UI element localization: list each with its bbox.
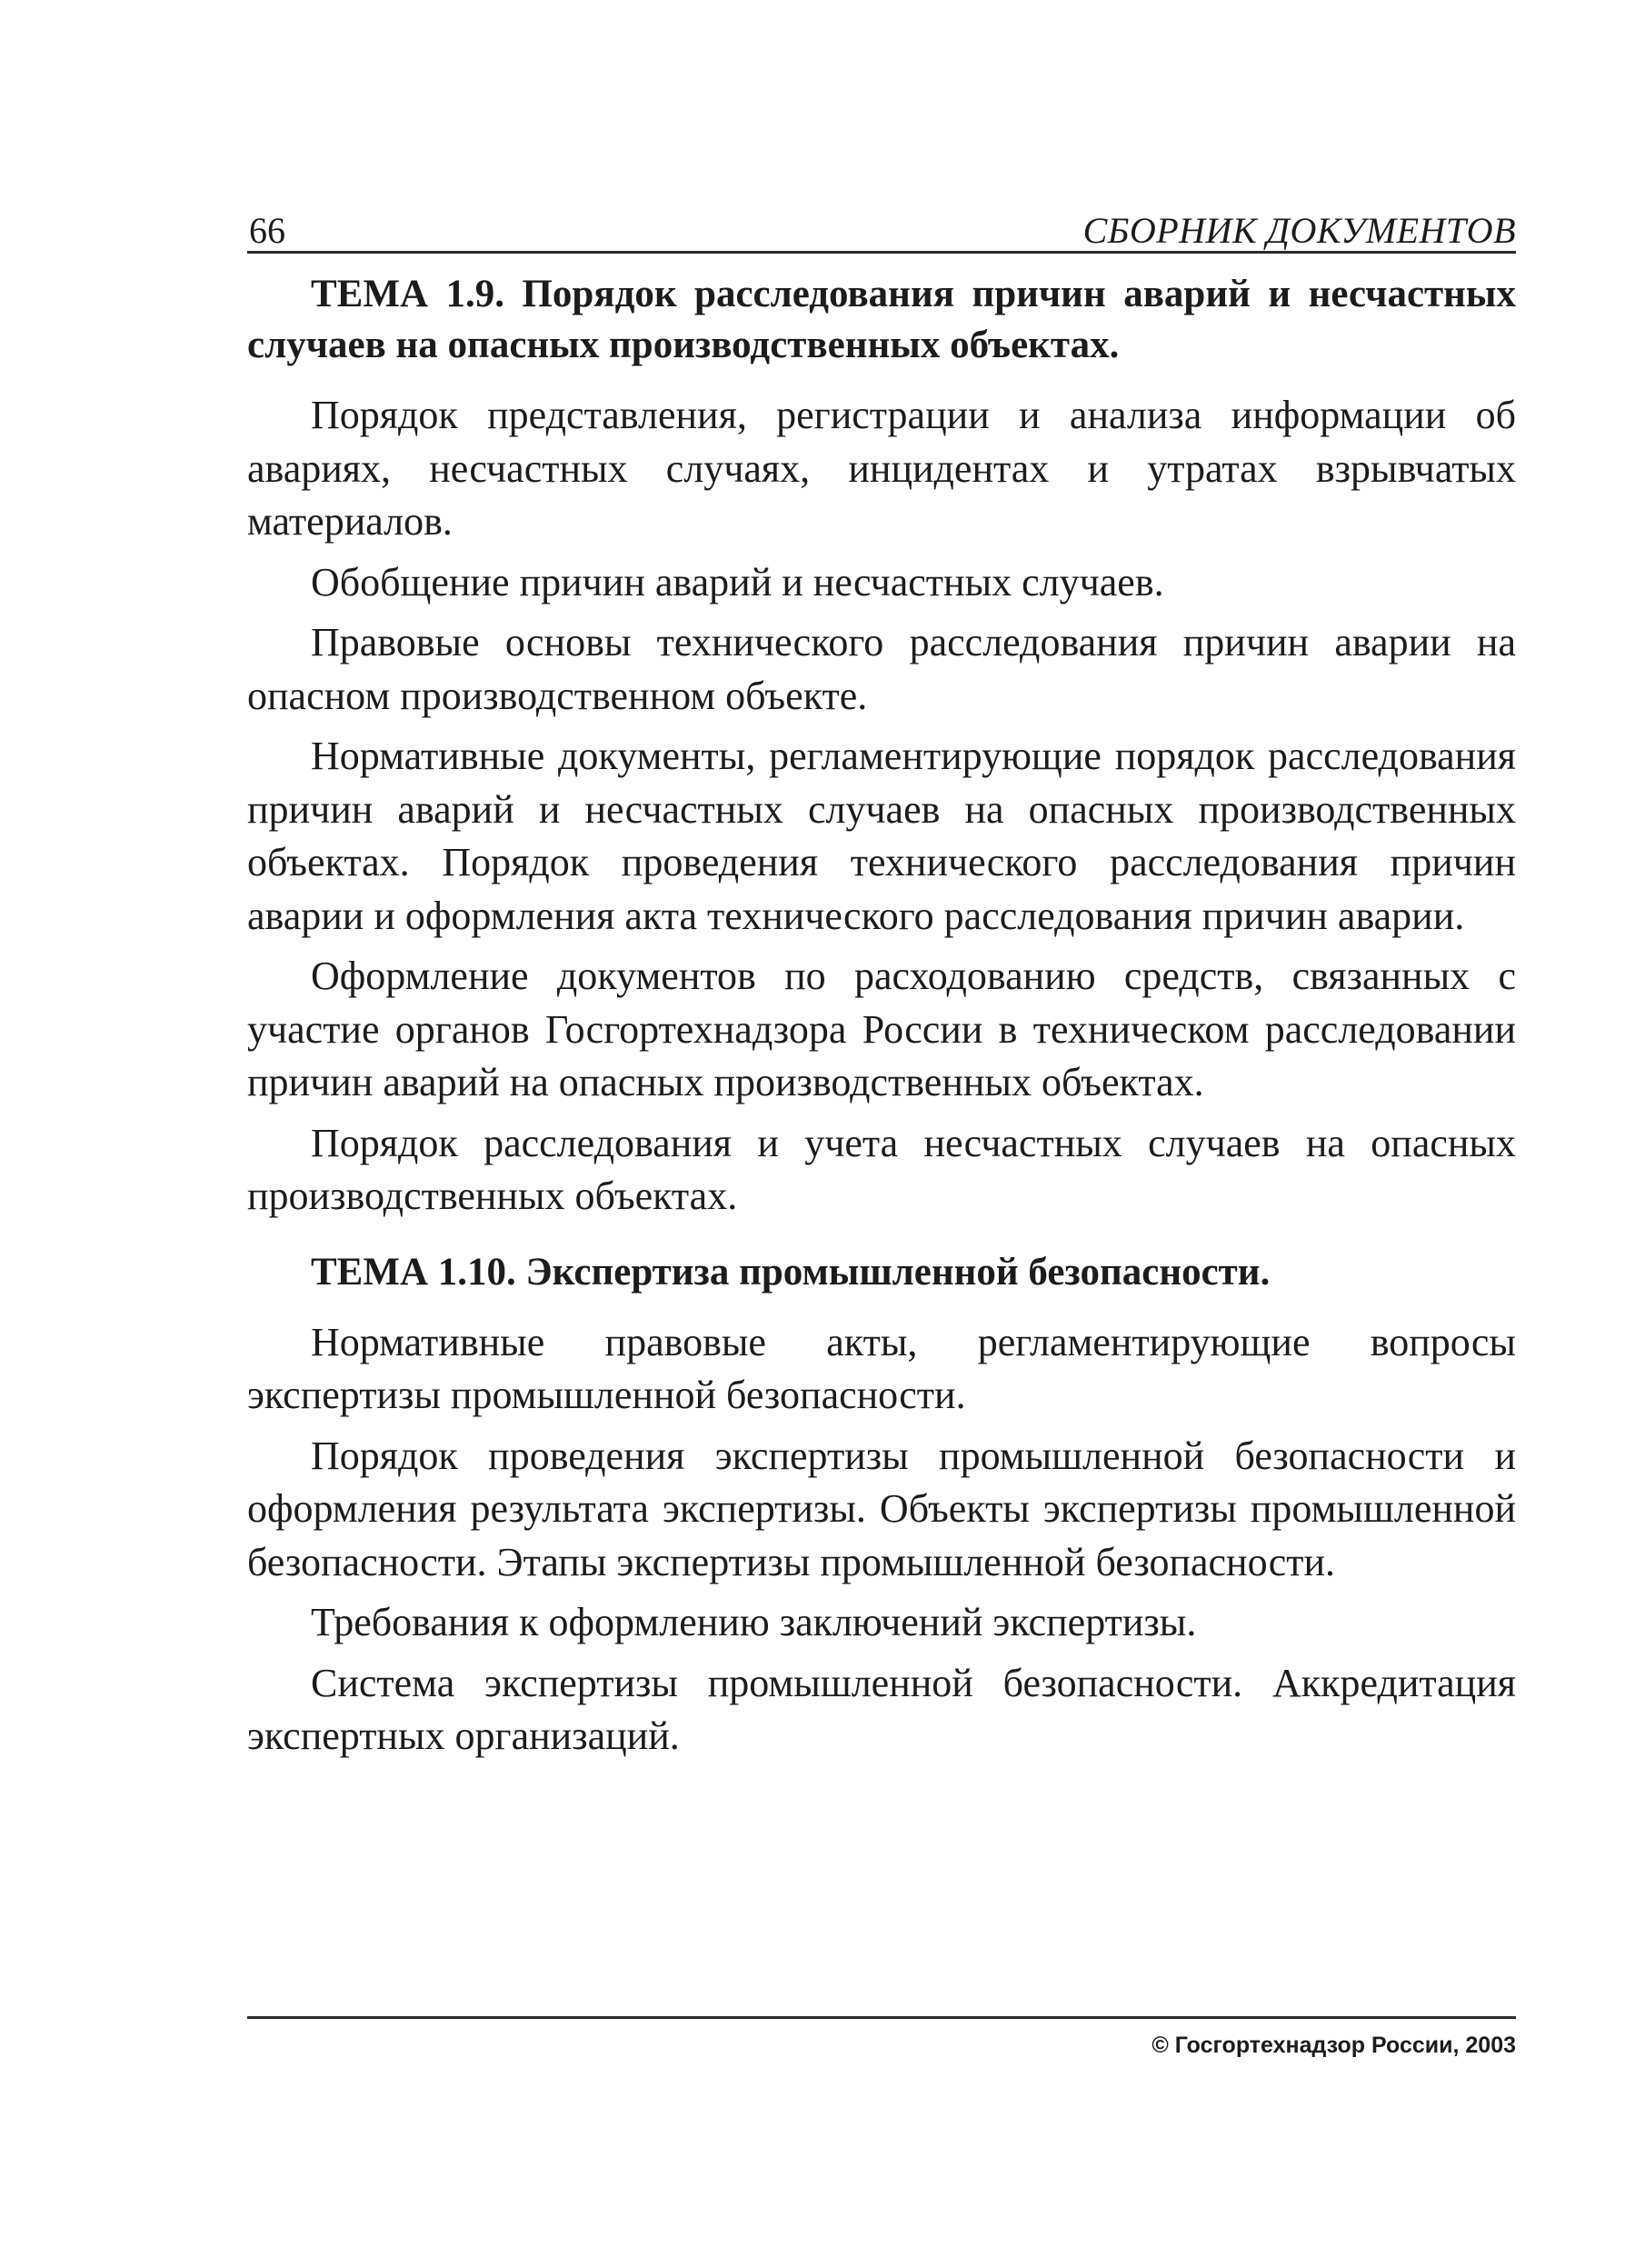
running-title: СБОРНИК ДОКУМЕНТОВ — [1082, 210, 1516, 251]
topic-heading-1-10 — [247, 1247, 1516, 1298]
topic-number: ТЕМА 1.9. — [311, 273, 504, 315]
paragraph: Порядок расследования и учета несчастных случаев на опасных производственных объектах. — [247, 1120, 1516, 1218]
paragraph: Порядок представления, регистрации и анализа информации об авариях, несчастных случаях, инцидентах и утратах взрывчатых материалов. — [247, 393, 1516, 544]
topic-title: Экспертиза промышленной безопасности. — [525, 1250, 1271, 1294]
paragraph: Система экспертизы промышленной безопасности. Аккредитация экспертных организаций. — [247, 1660, 1516, 1758]
page-header — [247, 207, 1516, 254]
paragraph: Нормативные документы, регламентирующие порядок расследования причин аварий и несчастных случаев на опасных производственных объектах. Порядок проведения технического расследования причин аварии и оформления акта технического расследования причин аварии. — [247, 734, 1516, 938]
paragraph: Оформление документов по расходованию средств, связанных с участие органов Госгортехнадзора России в техническом расследовании причин аварий на опасных производственных объектах. — [247, 954, 1516, 1104]
paragraph: Порядок проведения экспертизы промышленной безопасности и оформления результата экспертизы. Объекты экспертизы промышленной безопасности. Этапы экспертизы промышленной безопасности. — [247, 1433, 1516, 1584]
paragraph: Нормативные правовые акты, регламентирующие вопросы экспертизы промышленной безопасности. — [247, 1319, 1516, 1417]
topic-heading-1-9 — [247, 269, 1516, 371]
copyright-notice: © Госгортехнадзор России, 2003 — [1151, 2033, 1516, 2058]
topic-number: ТЕМА 1.10. — [311, 1250, 516, 1294]
paragraph: Обобщение причин аварий и несчастных случаев. — [311, 559, 1164, 604]
page-body — [247, 269, 1516, 1763]
paragraph: Правовые основы технического расследования причин аварии на опасном производственном объекте. — [247, 620, 1516, 718]
topic-title: Порядок расследования причин аварий и несчастных случаев на опасных производственных объектах. — [247, 273, 1517, 366]
paragraph: Требования к оформлению заключений экспертизы. — [311, 1600, 1197, 1644]
footer-rule — [247, 2016, 1516, 2019]
page-number: 66 — [249, 210, 285, 251]
